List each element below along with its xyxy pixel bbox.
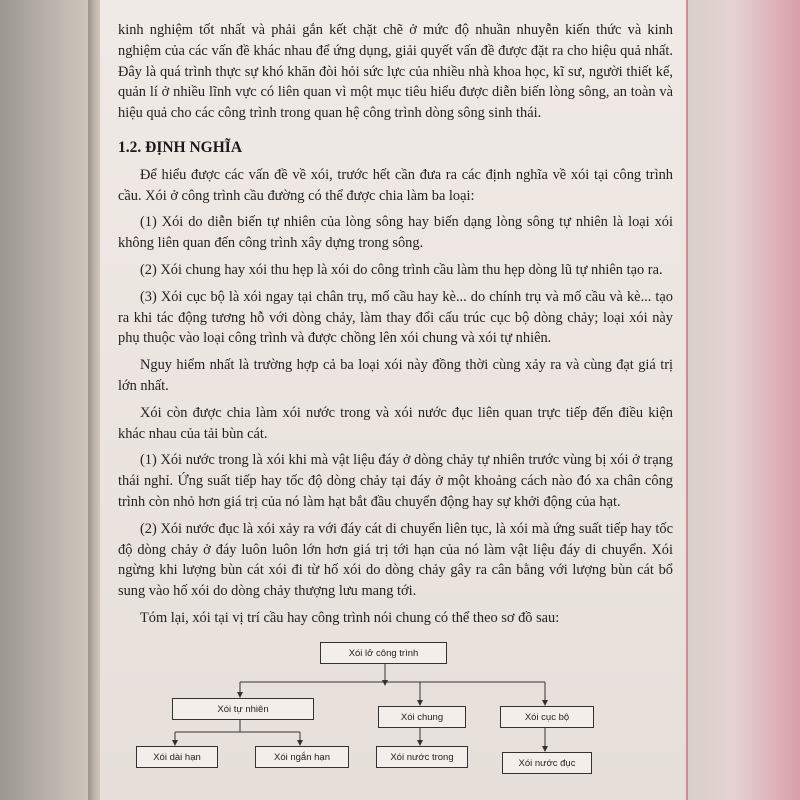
paragraph: Nguy hiểm nhất là trường hợp cả ba loại xói này đồng thời cùng xảy ra và cùng đạt giá trị lớn nhất. <box>118 357 673 394</box>
book-binding <box>0 0 92 800</box>
diagram-live-bed-box: Xói nước đục <box>502 752 592 774</box>
diagram-general-scour-box: Xói chung <box>378 706 466 728</box>
scour-diagram <box>130 640 610 772</box>
diagram-natural-scour-box: Xói tự nhiên <box>172 698 314 720</box>
page-right-edge <box>680 0 800 800</box>
section-heading: 1.2. ĐỊNH NGHĨA <box>118 138 243 156</box>
diagram-root-box: Xói lở công trình <box>320 642 447 664</box>
paragraph: (2) Xói nước đục là xói xảy ra với đáy cát di chuyển liên tục, là xói mà ứng suất tiếp hay tốc độ dòng chảy ở đáy luôn luôn lớn hơn giá trị tới hạn của nó làm vật liệu đáy di chuyển. Xói ngừng khi lượng bùn cát xói đi từ hố xói do dòng chảy gây ra cân bằng với lượng bùn cát bổ sung vào hố xói do dòng chảy thượng lưu mang tới. <box>118 520 673 600</box>
paragraph: (2) Xói chung hay xói thu hẹp là xói do công trình cầu làm thu hẹp dòng lũ tự nhiên tạo ra. <box>140 261 663 278</box>
diagram-long-term-box: Xói dài hạn <box>136 746 218 768</box>
paragraph: (1) Xói nước trong là xói khi mà vật liệu đáy ở dòng chảy tự nhiên trước vùng bị xói ở trạng thái nghỉ. Ứng suất tiếp hay tốc độ dòng chảy tại đáy ở một khoảng cách nào đó xa chân công trình còn nhỏ hơn giá trị của nó làm hạt bắt đầu chuyển động hay sự khởi động của hạt. <box>118 452 673 510</box>
diagram-short-term-box: Xói ngắn hạn <box>255 746 349 768</box>
diagram-local-scour-box: Xói cục bộ <box>500 706 594 728</box>
intro-paragraph: kinh nghiệm tốt nhất và phải gắn kết chặt chẽ ở mức độ nhuần nhuyễn kiến thức và kinh nghiệm của các vấn đề khác nhau để ứng dụng, giải quyết vấn đề được đặt ra cho hiệu quả nhất. Đây là quá trình thực sự khó khăn đòi hỏi sức lực của nhiều nhà khoa học, kĩ sư, người thiết kế, quản lí ở nhiều lĩnh vực có liên quan vì một mục tiêu hiểu được diễn biến lòng sông, an toàn và hiệu quả cho các công trình trong quan hệ công trình dòng sông sinh thái. <box>118 22 673 122</box>
paragraph: Để hiểu được các vấn đề về xói, trước hết cần đưa ra các định nghĩa về xói tại công trình cầu. Xói ở công trình cầu đường có thể được chia làm ba loại: <box>118 166 673 204</box>
paragraph: Tóm lại, xói tại vị trí cầu hay công trình nói chung có thể theo sơ đồ sau: <box>140 609 560 626</box>
page-content <box>118 20 673 635</box>
paragraph: Xói còn được chia làm xói nước trong và xói nước đục liên quan trực tiếp đến điều kiện khác nhau của tải bùn cát. <box>118 404 673 442</box>
page-edge-line <box>686 0 688 800</box>
paragraph: (1) Xói do diễn biến tự nhiên của lòng sông hay biến dạng lòng sông tự nhiên là loại xói không liên quan đến công trình xây dựng trong sông. <box>118 214 673 252</box>
diagram-clear-water-box: Xói nước trong <box>376 746 468 768</box>
paragraph: (3) Xói cục bộ là xói ngay tại chân trụ, mố cầu hay kè... do chính trụ và mố cầu và kè... tạo ra khi tác động tương hỗ với dòng chảy, làm thay đổi cấu trúc cục bộ dòng chảy; loại xói này phụ thuộc vào loại công trình và được chồng lên xói chung và xói tự nhiên. <box>118 288 673 347</box>
